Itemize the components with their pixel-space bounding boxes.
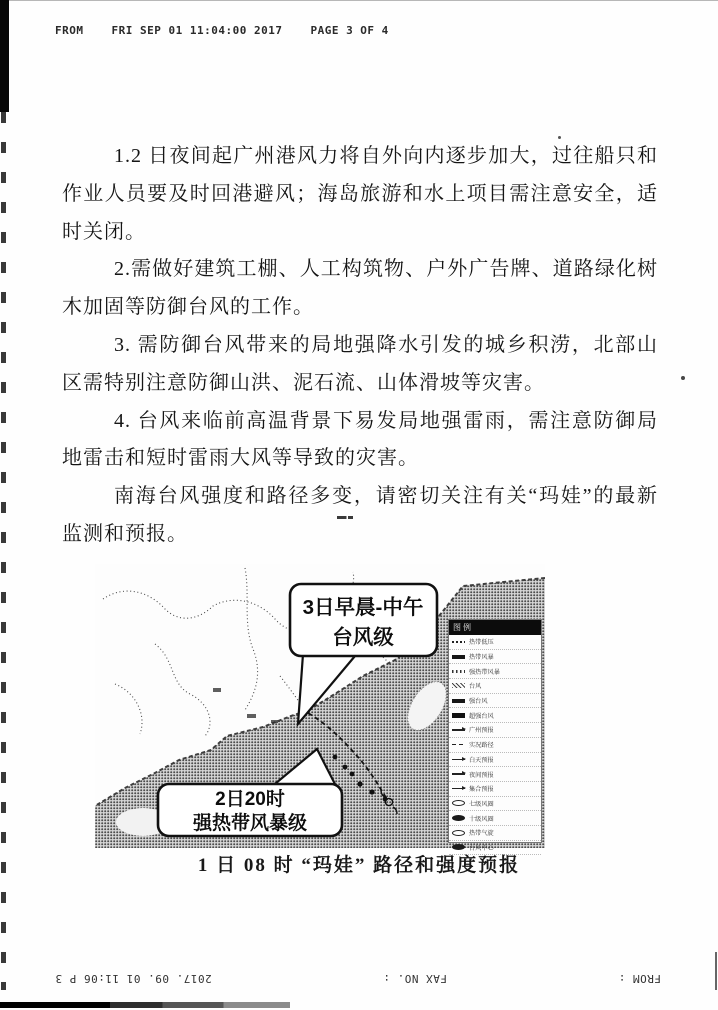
oval-swatch-icon xyxy=(452,800,465,806)
dash-swatch-icon xyxy=(452,744,465,746)
callout-bottom-line2: 强热带风暴级 xyxy=(192,813,308,834)
scan-artifact-top-line xyxy=(0,0,718,1)
fax-header-timestamp: FRI SEP 01 11:04:00 2017 xyxy=(111,24,283,37)
legend-item-label: 台风中心 xyxy=(469,845,494,852)
dots-swatch-icon xyxy=(452,670,465,673)
xxx-swatch-icon xyxy=(452,683,465,688)
legend-items xyxy=(449,635,541,855)
arrow-swatch-icon xyxy=(452,729,465,731)
legend-item xyxy=(449,679,541,694)
legend-title: 图例 xyxy=(449,620,541,635)
legend-item xyxy=(449,811,541,826)
figure-caption: 1 日 08 时 “玛娃” 路径和强度预报 xyxy=(197,855,521,876)
legend-item-label: 集合预报 xyxy=(469,786,494,793)
bar-thick-swatch-icon xyxy=(452,713,465,718)
arrow-swatch-icon xyxy=(452,788,465,790)
arrow-swatch-icon xyxy=(452,759,465,761)
fax-header xyxy=(55,24,395,37)
fax-header-from: FROM xyxy=(55,24,84,37)
fax-footer-from: FROM : xyxy=(618,972,661,985)
legend-item xyxy=(449,708,541,723)
map-legend xyxy=(448,619,542,852)
paragraph-5: 南海台风强度和路径多变，请密切关注有关“玛娃”的最新监测和预报。 xyxy=(62,485,658,545)
legend-item xyxy=(449,738,541,753)
legend-item xyxy=(449,767,541,782)
scan-artifact-right-tick xyxy=(715,952,717,990)
callout-top-line1: 3日早晨-中午 xyxy=(302,596,424,619)
fax-footer xyxy=(55,972,661,985)
bar-swatch-icon xyxy=(452,699,465,703)
paragraph-3: 3. 需防御台风带来的局地强降水引发的城乡积涝，北部山区需特别注意防御山洪、泥石流、山体滑坡等灾害。 xyxy=(62,333,658,394)
arrow-swatch-icon xyxy=(452,773,465,775)
legend-item-label: 热带气旋 xyxy=(469,830,494,838)
legend-item-label: 十级风圈 xyxy=(469,815,494,823)
legend-item-label: 实况路径 xyxy=(469,742,494,749)
paragraph-1: 1.2 日夜间起广州港风力将自外向内逐步加大，过往船只和作业人员要及时回港避风；海岛旅游和水上项目需注意安全，适时关闭。 xyxy=(62,145,658,243)
oval-swatch-icon xyxy=(452,830,465,836)
legend-item xyxy=(449,797,541,812)
legend-item xyxy=(449,826,541,841)
squiggle-swatch-icon xyxy=(452,641,465,643)
legend-item xyxy=(449,694,541,709)
legend-item-label: 白天预报 xyxy=(469,756,494,764)
legend-item-label: 夜间预报 xyxy=(469,771,494,779)
legend-item xyxy=(449,635,541,650)
oval-fill-swatch-icon xyxy=(452,815,465,821)
legend-item-label: 七级风圈 xyxy=(469,801,494,808)
legend-item-label: 强热带风暴 xyxy=(469,668,500,676)
paragraph-2: 2.需做好建筑工棚、人工构筑物、户外广告牌、道路绿化树木加固等防御台风的工作。 xyxy=(62,258,658,319)
legend-item-label: 强台风 xyxy=(469,698,488,705)
callout-top-line2: 台风级 xyxy=(332,626,394,649)
legend-item-label: 超强台风 xyxy=(469,712,494,720)
callout-bottom-line1: 2日20时 xyxy=(215,789,285,810)
fax-footer-timestamp: 2017. 09. 01 11:06 P 3 xyxy=(55,972,212,985)
scan-noise-dot xyxy=(681,376,685,380)
fax-header-page-info: PAGE 3 OF 4 xyxy=(310,24,389,37)
legend-item xyxy=(449,664,541,679)
bar-swatch-icon xyxy=(452,655,465,659)
document-body xyxy=(62,138,658,554)
legend-item-label: 热带低压 xyxy=(469,639,494,647)
legend-item xyxy=(449,723,541,738)
legend-item xyxy=(449,650,541,665)
legend-item-label: 台风 xyxy=(469,683,482,691)
legend-item xyxy=(449,782,541,797)
legend-item xyxy=(449,753,541,768)
paragraph-4: 4. 台风来临前高温背景下易发局地强雷雨，需注意防御局地雷击和短时雷雨大风等导致的灾害。 xyxy=(62,409,658,470)
legend-item-label: 热带风暴 xyxy=(469,654,494,661)
fax-footer-fax-no: FAX NO. : xyxy=(382,972,448,985)
typhoon-track-map xyxy=(95,564,545,852)
scan-artifact-left-bar xyxy=(0,0,9,112)
scan-artifact-bottom-bar xyxy=(0,1002,290,1008)
legend-item-label: 广州预报 xyxy=(469,727,494,735)
